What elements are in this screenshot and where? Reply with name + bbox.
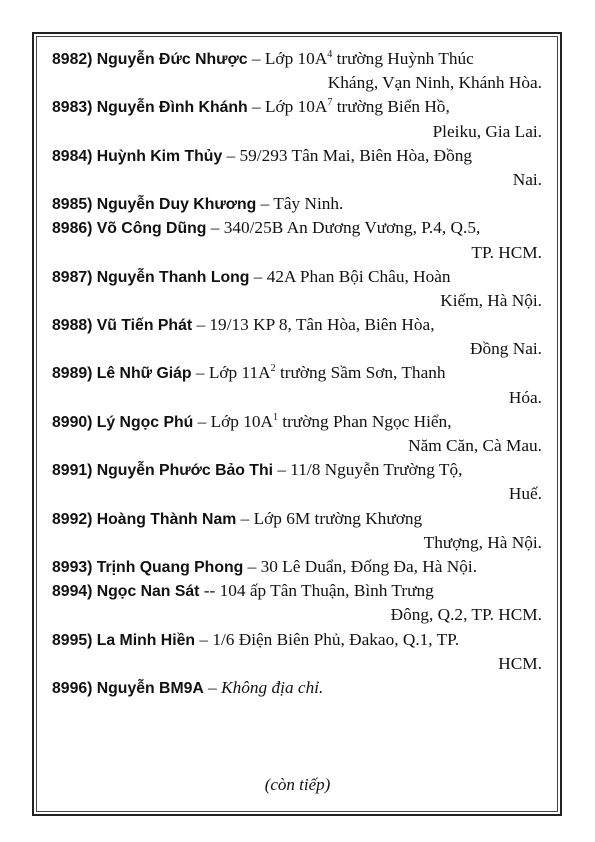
entry-address: 59/293 Tân Mai, Biên Hòa, Đồng <box>239 145 472 165</box>
entry-separator: – <box>247 97 265 117</box>
entry-line-1 <box>52 458 542 482</box>
entry-name: Hoàng Thành Nam <box>96 510 237 528</box>
entry-address: Tây Ninh. <box>273 194 344 214</box>
entry-address: Lớp 6M trường Khương <box>253 508 423 528</box>
list-item <box>52 361 542 409</box>
entry-number: 8990) <box>52 413 93 431</box>
list-item <box>52 507 542 555</box>
entry-number: 8984) <box>52 147 93 165</box>
entry-name: Nguyễn Phước Bảo Thi <box>96 462 273 480</box>
entry-separator: – <box>195 629 213 649</box>
entry-name: La Minh Hiền <box>96 631 196 649</box>
entry-address: Lớp 10A <box>210 411 273 431</box>
entry-name: Lý Ngọc Phú <box>96 413 194 431</box>
entry-line-1 <box>52 579 542 603</box>
entry-name: Nguyễn Thanh Long <box>96 268 250 286</box>
entry-line-2: Đồng Nai. <box>470 339 542 359</box>
entry-line-2: Đông, Q.2, TP. HCM. <box>390 605 542 625</box>
entry-separator: – <box>273 460 291 480</box>
entry-address-cont: trường Biển Hồ, <box>332 97 450 117</box>
entry-address: 19/13 KP 8, Tân Hòa, Biên Hòa, <box>209 315 435 335</box>
class-superscript: 4 <box>327 49 333 60</box>
entry-number: 8993) <box>52 558 93 576</box>
entry-name: Nguyễn Đức Nhược <box>96 51 248 68</box>
entry-name: Nguyễn Duy Khương <box>96 196 257 214</box>
list-item <box>52 192 542 216</box>
entry-name: Huỳnh Kim Thủy <box>96 147 223 165</box>
entry-line-2: Năm Căn, Cà Mau. <box>408 436 542 455</box>
entry-line-1 <box>52 507 542 531</box>
entry-number: 8982) <box>52 51 93 68</box>
entry-address: 340/25B An Dương Vương, P.4, Q.5, <box>223 218 481 238</box>
entry-line-1 <box>52 265 542 289</box>
entry-address-cont: trường Huỳnh Thúc <box>332 49 474 68</box>
list-item <box>52 216 542 264</box>
entry-line-1 <box>52 95 542 119</box>
entry-line-1 <box>52 47 542 71</box>
entry-line-2: Hóa. <box>508 387 542 407</box>
entry-address: 1/6 Điện Biên Phủ, Đakao, Q.1, TP. <box>212 629 460 649</box>
entry-name: Ngọc Nan Sát <box>96 583 200 601</box>
entry-address: 11/8 Nguyễn Trường Tộ, <box>290 460 463 480</box>
list-item <box>52 47 542 95</box>
entry-separator: -- <box>199 581 220 601</box>
entry-address: 42A Phan Bội Châu, Hoàn <box>266 266 451 286</box>
entry-separator: – <box>249 266 267 286</box>
list-item <box>52 95 542 143</box>
entry-number: 8987) <box>52 268 93 286</box>
entry-address: 30 Lê Duẩn, Đống Đa, Hà Nội. <box>260 556 478 576</box>
entry-line-2: HCM. <box>498 653 542 673</box>
class-superscript: 7 <box>327 97 333 109</box>
entry-name: Vũ Tiến Phát <box>96 317 193 335</box>
entry-separator: – <box>256 194 274 214</box>
entry-line-1 <box>52 192 542 216</box>
entry-number: 8991) <box>52 462 93 480</box>
list-item <box>52 144 542 192</box>
entry-separator: – <box>236 508 254 528</box>
list-item <box>52 579 542 627</box>
entry-address: Lớp 11A <box>208 363 271 383</box>
entry-name: Nguyễn BM9A <box>96 679 204 697</box>
entry-separator: – <box>203 677 222 697</box>
entry-separator: – <box>222 145 240 165</box>
entry-separator: – <box>192 315 210 335</box>
entry-line-1 <box>52 144 542 168</box>
entry-number: 8996) <box>52 679 93 697</box>
class-superscript: 2 <box>270 363 276 375</box>
entry-number: 8988) <box>52 317 93 335</box>
entry-line-2: Huế. <box>508 484 542 504</box>
list-item <box>52 676 542 700</box>
entry-line-2: TP. HCM. <box>471 242 542 262</box>
entry-address: 104 ấp Tân Thuận, Bình Trưng <box>219 581 434 601</box>
continued-note: (còn tiếp) <box>264 775 331 794</box>
entry-line-1 <box>52 216 542 240</box>
entry-separator: – <box>243 556 261 576</box>
entry-name: Lê Nhữ Giáp <box>96 365 192 383</box>
entry-line-2: Nai. <box>512 169 542 189</box>
entry-number: 8994) <box>52 583 93 601</box>
entry-line-2: Pleiku, Gia Lai. <box>432 121 542 141</box>
entry-line-1 <box>52 410 542 434</box>
class-superscript: 1 <box>272 411 278 423</box>
entry-line-2: Kháng, Vạn Ninh, Khánh Hòa. <box>327 73 542 93</box>
list-item <box>52 458 542 506</box>
entry-name: Nguyễn Đình Khánh <box>96 99 248 117</box>
entry-number: 8995) <box>52 631 93 649</box>
list-item <box>52 555 542 579</box>
entry-separator: – <box>193 411 211 431</box>
entry-line-2: Kiếm, Hà Nội. <box>440 290 542 310</box>
entry-name: Võ Công Dũng <box>96 220 207 238</box>
entry-number: 8983) <box>52 99 93 117</box>
entry-address-cont: trường Sầm Sơn, Thanh <box>275 363 446 383</box>
entry-line-1 <box>52 676 542 700</box>
entry-address: Không địa chỉ. <box>221 677 324 697</box>
entry-address-cont: trường Phan Ngọc Hiển, <box>277 411 452 431</box>
entry-number: 8986) <box>52 220 93 238</box>
entry-number: 8992) <box>52 510 93 528</box>
entry-name: Trịnh Quang Phong <box>96 558 244 576</box>
list-item <box>52 313 542 361</box>
entry-number: 8985) <box>52 196 93 214</box>
entry-line-1 <box>52 628 542 652</box>
entry-separator: – <box>247 49 265 68</box>
entry-line-1 <box>52 313 542 337</box>
list-item <box>52 265 542 313</box>
entry-number: 8989) <box>52 365 93 383</box>
entry-address: Lớp 10A <box>264 49 328 68</box>
entry-list <box>52 47 542 700</box>
entry-separator: – <box>191 363 209 383</box>
list-item <box>52 410 542 458</box>
entry-separator: – <box>206 218 224 238</box>
entry-line-1 <box>52 361 542 385</box>
entry-line-2: Thượng, Hà Nội. <box>423 532 542 552</box>
entry-address: Lớp 10A <box>264 97 328 117</box>
entry-line-1 <box>52 555 542 579</box>
list-item <box>52 628 542 676</box>
